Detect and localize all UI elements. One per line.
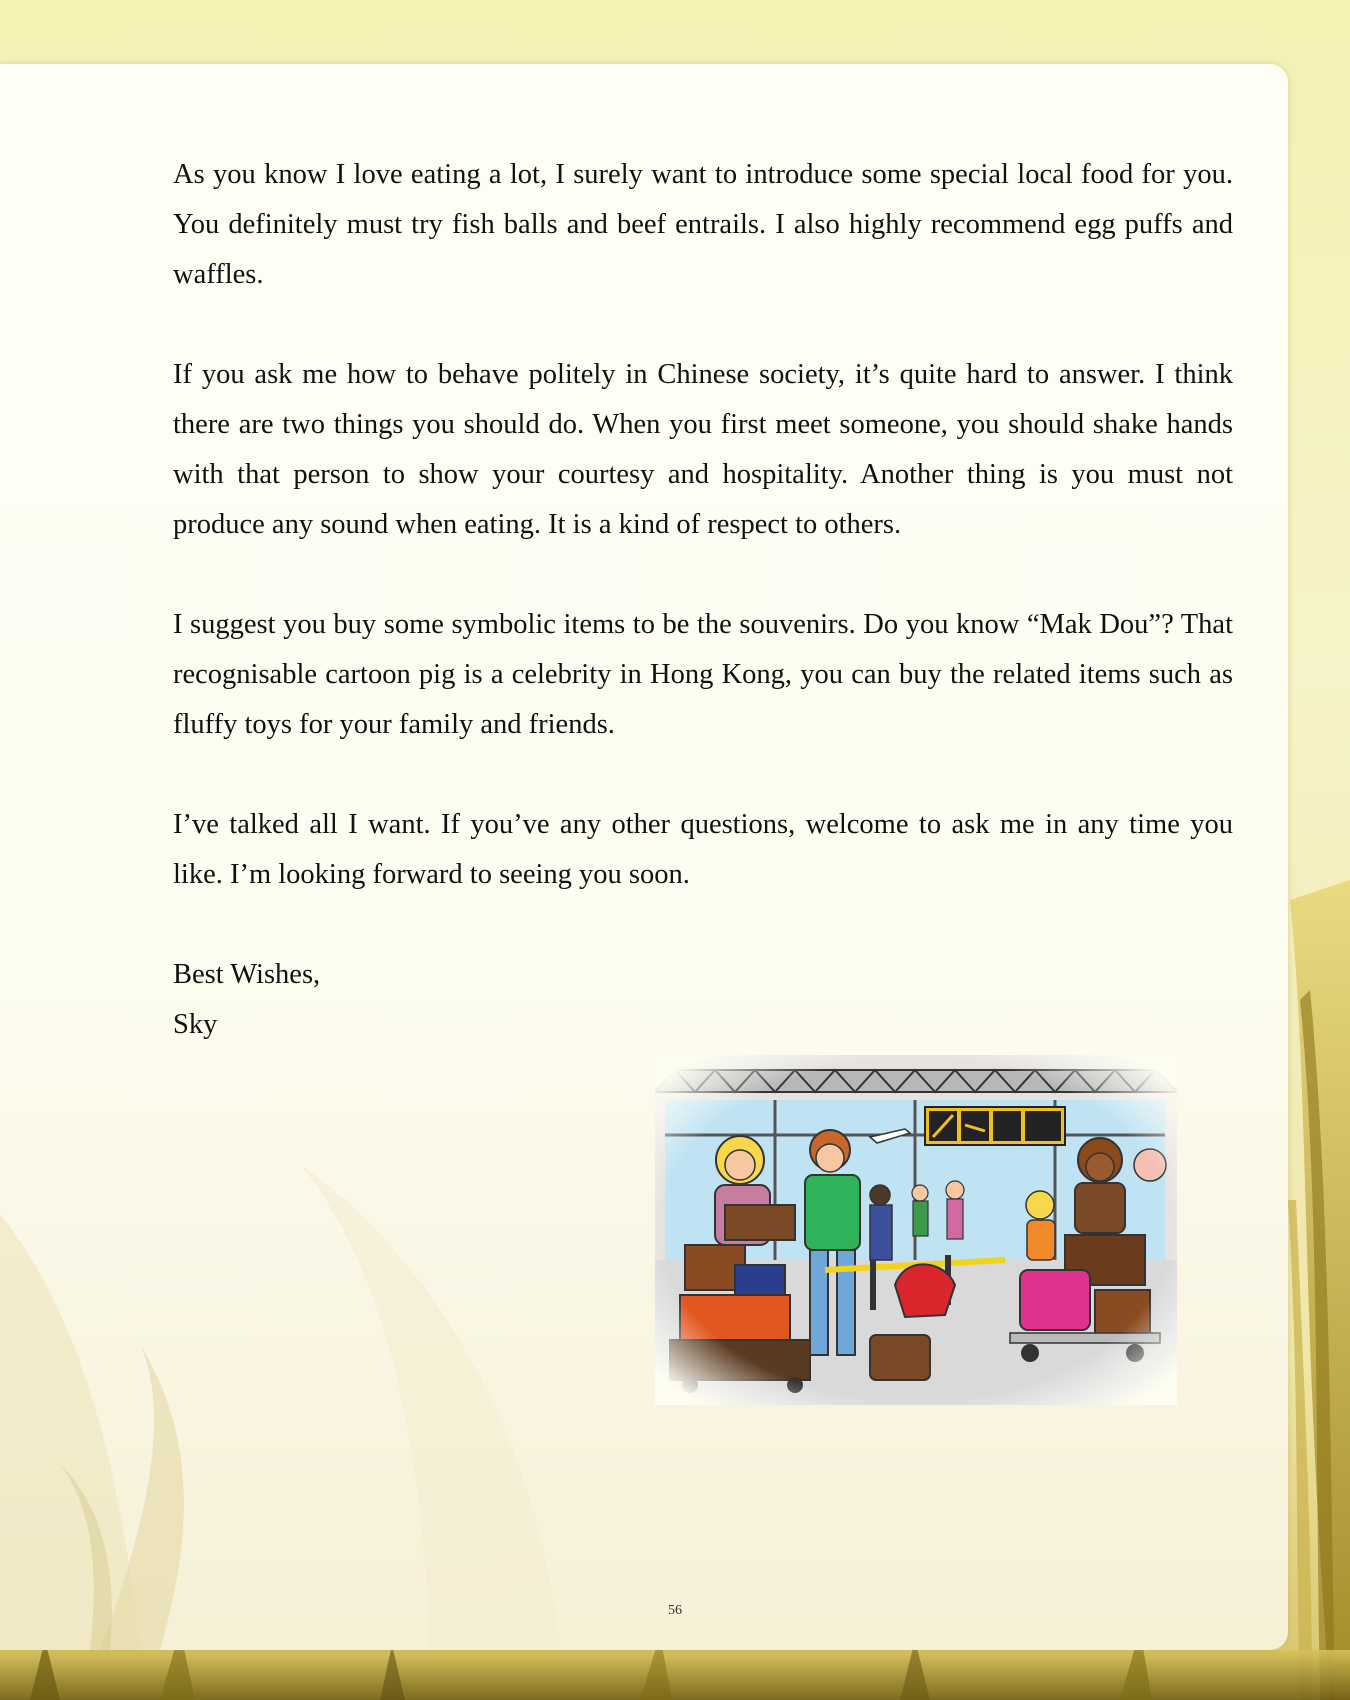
letter-closing: Best Wishes, [173, 959, 321, 990]
letter-signature: Sky [173, 1009, 218, 1040]
letter-paragraph-manners: If you ask me how to behave politely in Chinese society, it’s quite hard to answer. I think there are two things you should do. When you first meet someone, you should shake hands with that person to show your courtesy and hospitality. Another thing is you must not produce any sound when eating. It is a kind of respect to others. [173, 359, 1233, 540]
letter-paragraph-closing: I’ve talked all I want. If you’ve any other questions, welcome to ask me in any time you like. I’m looking forward to seeing you soon. [173, 809, 1233, 890]
letter-paragraph-food: As you know I love eating a lot, I surely want to introduce some special local food for you. You definitely must try fish balls and beef entrails. I also highly recommend egg puffs and waffles. [173, 159, 1233, 290]
airport-travellers-illustration [655, 1055, 1177, 1405]
letter-body [173, 150, 1233, 1050]
letter-paragraph-souvenirs: I suggest you buy some symbolic items to be the souvenirs. Do you know “Mak Dou”? That recognisable cartoon pig is a celebrity in Hong Kong, you can buy the related items such as fluffy toys for your family and friends. [173, 609, 1233, 740]
page-number: 56 [668, 1603, 682, 1618]
